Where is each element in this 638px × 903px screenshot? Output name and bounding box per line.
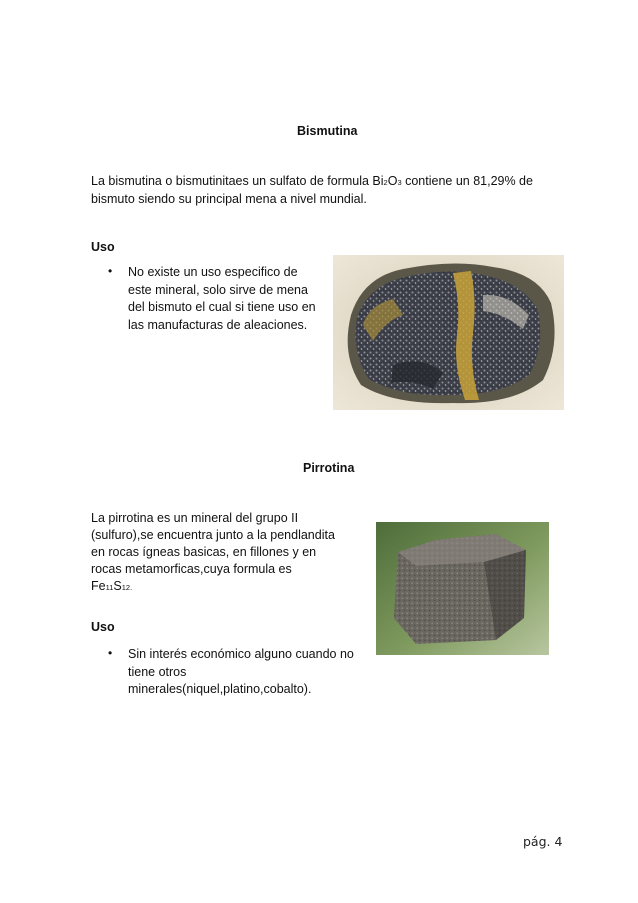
formula-iron: Fe [91, 579, 106, 593]
bullet-icon: • [108, 646, 113, 660]
bismutina-intro-line2: bismuto siendo su principal mena a nivel mundial. [91, 192, 367, 206]
pirrotina-photo [376, 522, 549, 655]
bismutina-title: Bismutina [297, 124, 358, 138]
bismutina-bullet: No existe un uso especifico de este mineral, solo sirve de mena del bismuto el cual si tiene uso en las manufacturas de aleaciones. [128, 265, 316, 332]
page-number: pág. 4 [523, 834, 563, 849]
formula-oxygen: O [387, 174, 398, 188]
pirrotina-uso-heading: Uso [91, 620, 115, 634]
formula-subscript: 12. [121, 583, 133, 592]
formula-subscript: 11 [105, 583, 114, 592]
bismutina-intro-text: La bismutina o bismutinitaes un sulfato de formula Bi [91, 174, 384, 188]
formula-subscript: 2 [383, 178, 388, 187]
pirrotina-intro-line: La pirrotina es un mineral del grupo II [91, 511, 299, 525]
bismutina-intro-text: contiene un 81,29% de [401, 174, 533, 188]
pirrotina-bullet: Sin interés económico alguno cuando no tiene otros minerales(niquel,platino,cobalto). [128, 647, 354, 696]
bullet-icon: • [108, 264, 113, 278]
pirrotina-mineral-image [376, 522, 549, 655]
pirrotina-title: Pirrotina [303, 461, 355, 475]
pirrotina-intro-line: (sulfuro),se encuentra junto a la pendlandita [91, 528, 335, 542]
pirrotina-intro [91, 510, 335, 596]
pirrotina-intro-line: rocas metamorficas,cuya formula es [91, 562, 292, 576]
bismutina-uso-heading: Uso [91, 240, 115, 254]
bismutina-photo [333, 255, 564, 410]
formula-subscript: 3 [397, 178, 402, 187]
formula-sulfur: S [113, 579, 122, 593]
pirrotina-formula [91, 578, 335, 596]
bismutina-mineral-image [333, 255, 564, 410]
bismutina-intro [91, 173, 533, 208]
pirrotina-intro-line: en rocas ígneas basicas, en fillones y en [91, 545, 317, 559]
